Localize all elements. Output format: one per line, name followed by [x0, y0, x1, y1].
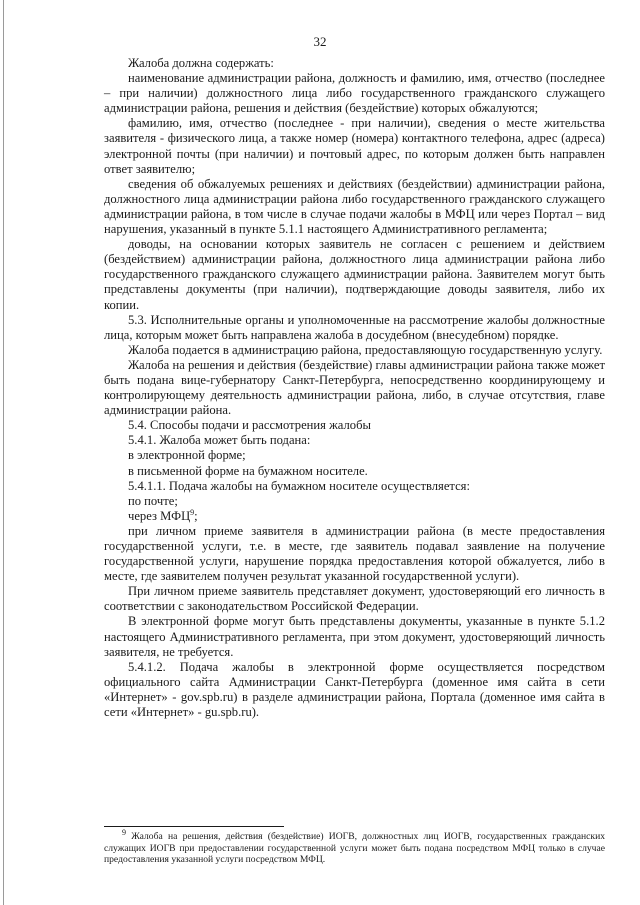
paragraph-item-applicant: фамилию, имя, отчество (последнее - при наличии), сведения о месте жительства заявителя - физического лица, а также номер (номера) контактного телефона, адрес (адреса) электронной почты (при наличии) и почтовый адрес, по которым должен быть направлен ответ заявителю;: [104, 116, 605, 176]
paragraph-item-decisions: сведения об обжалуемых решениях и действиях (бездействии) администрации района, должностного лица администрации района либо государственного гражданского служащего администрации района, в том числе в случае подачи жалобы в МФЦ или через Портал – вид нарушения, указанный в пункте 5.1.1 настоящего Административного регламента;: [104, 176, 605, 237]
paragraph-5-4-1-2: 5.4.1.2. Подача жалобы в электронной форме осуществляется посредством официального сайта Администрации Санкт-Петербурга (доменное имя сайта в сети «Интернет» - gov.spb.ru) в разделе администрации района, Портала (доменное имя сайта в сети «Интернет» - gu.spb.ru).: [104, 659, 605, 720]
list-item-post: по почте;: [128, 493, 178, 508]
footnote-ref-9: 9: [190, 507, 195, 517]
paragraph-5-3: 5.3. Исполнительные органы и уполномоченные на рассмотрение жалобы должностные лица, которым может быть направлена жалоба в досудебном (внесудебном) порядке.: [104, 312, 605, 342]
paragraph-personal-reception: при личном приеме заявителя в администрации района (в месте предоставления государственной услуги, т.е. в месте, где заявитель подавал заявление на получение государственной услуги, нарушение порядка предоставления которой обжалуется, либо в месте, где заявителем получен результат указанной государственной услуги).: [104, 523, 605, 584]
paragraph-identity-document: При личном приеме заявитель представляет документ, удостоверяющий его личность в соответствии с законодательством Российской Федерации.: [104, 584, 605, 614]
paragraph-vice-governor: Жалоба на решения и действия (бездействие) главы администрации района также может быть подана вице-губернатору Санкт-Петербурга, непосредственно координирующему и контролирующему деятельность администрации района, либо, в случае отсутствия, главе администрации района.: [104, 357, 605, 418]
scan-edge-line: [3, 0, 4, 905]
paragraph-item-arguments: доводы, на основании которых заявитель не согласен с решением и действием (бездействием) администрации района, должностного лица администрации района либо государственного гражданского служащего администрации района. Заявителем могут быть представлены документы (при наличии), подтверждающие доводы заявителя, либо их копии.: [104, 237, 605, 312]
footnote: [104, 827, 606, 866]
paragraph-submit-admin: Жалоба подается в администрацию района, предоставляющую государственную услугу.: [128, 342, 603, 357]
paragraph-electronic-documents: В электронной форме могут быть представлены документы, указанные в пункте 5.1.2 настоящего Административного регламента, при этом документ, удостоверяющий личность заявителя, не требуется.: [104, 614, 605, 659]
paragraph-item-official: наименование администрации района, должность и фамилию, имя, отчество (последнее – при наличии) должностного лица либо государственного гражданского служащего администрации района, решения и действия (бездействие) которых обжалуются;: [104, 71, 605, 116]
mfc-punct: ;: [194, 508, 198, 523]
paragraph-intro: Жалоба должна содержать:: [128, 56, 274, 70]
list-item-electronic: в электронной форме;: [128, 448, 246, 463]
paragraph-5-4: 5.4. Способы подачи и рассмотрения жалобы: [128, 418, 371, 433]
mfc-text: через МФЦ: [128, 508, 191, 523]
list-item-paper: в письменной форме на бумажном носителе.: [128, 463, 368, 478]
paragraph-5-4-1-1: 5.4.1.1. Подача жалобы на бумажном носителе осуществляется:: [128, 478, 470, 493]
body-text: [104, 56, 605, 720]
footnote-9: [104, 827, 606, 866]
paragraph-5-4-1: 5.4.1. Жалоба может быть подана:: [128, 433, 311, 448]
list-item-mfc: [104, 509, 605, 524]
footnote-separator: [104, 826, 284, 827]
footnote-marker: 9: [122, 827, 126, 837]
footnote-text: Жалоба на решения, действия (бездействие) ИОГВ, должностных лиц ИОГВ, государственных гражданских служащих ИОГВ при предоставлении государственной услуги может быть подана посредством МФЦ только в случае предоставления указанной услуги посредством МФЦ.: [104, 831, 606, 865]
page-number: 32: [313, 34, 327, 49]
